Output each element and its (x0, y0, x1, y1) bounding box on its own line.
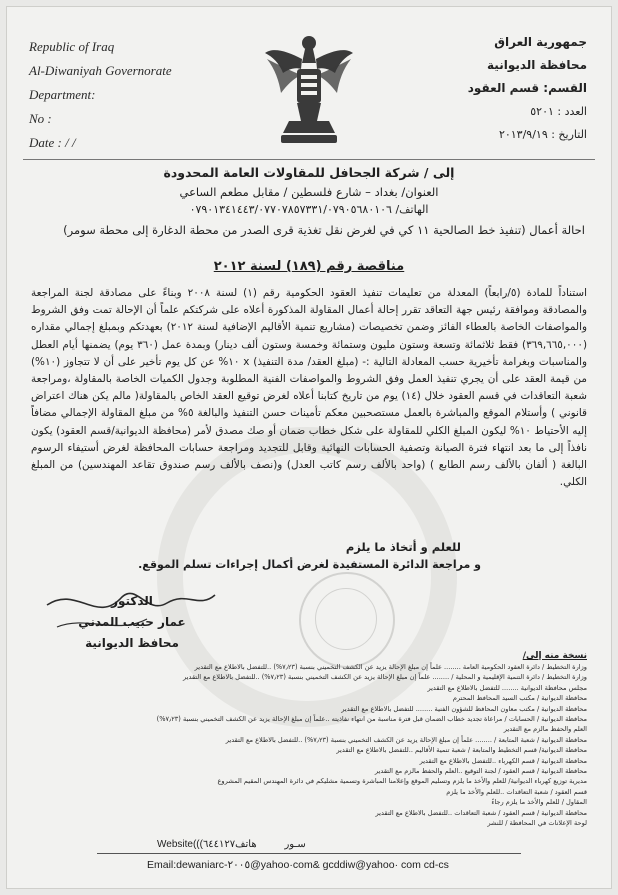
closing-line-2: و مراجعة الدائرة المستفيدة لغرض أكمال إجراءات تسلم الموقع. (138, 558, 481, 571)
copy-item: محافظة الديوانية/ قسم التخطيط والمتابعة / شعبة تنمية الأقاليم ..للتفضل بالاطلاع مع التقدير (336, 746, 587, 755)
no-label: No : (29, 111, 52, 126)
signer-title: الدكتور (111, 594, 153, 608)
letter-body: استناداً للمادة (٥/رابعاً) المعدلة من تعليمات تنفيذ العقود الحكومية رقم (١) لسنة ٢٠٠٨ وبناءً على مصادقة لجنة المراجعة والمصادقة وموافقة رئيس جهة التعاقد تقرر إحالة أعمال المقاولة المذكورة أعلاه على شركتكم علماً أن الإحالة تمت وفق الشروط والمواصفات الخاصة بالعطاء الفائز وضمن تخصيصات (مشاريع تنمية الأقاليم الإضافية لسنة ٢٠١٢) بعهدتكم وبمبلغ إجمالي مقداره (٣٦٩,٦٦٥,٠٠٠) فقط ثلاثمائة وتسعة وستون مليون وستمائة وخمسة وستون ألف دينار) وبمدة عمل (٣٦٠ يوم) يضمنها أيام العطل والمناسبات وبغرامة تأخيرية حسب المعادلة التالية :- (مبلغ العقد/ مدة التنفيذ) x ١٠% عن كل يوم تأخير على أن لا تتجاوز (١٠%) من قيمة العقد على أن يجري تنفيذ العمل وفق الشروط والمواصفات الفنية المطلوبة وجدول الكميات الخاصة بالمقاولة ،ومراجعة شعبة التعاقدات في قسم العقود خلال (١٤) يوم من تاريخ كتابنا أعلاه لغرض توقيع العقد الخاص بالمقاولة( مالم يكن هناك اعتراض قانوني ) وأستلام الموقع والمباشرة بالعمل مستصحبين معكم تأمينات حسن التنفيذ والبالغة ٥% من مبلغ المقاولة الإجمالي مضافاً إليه الأحتياط ١٠% ليكون المبلغ الكلي للمقاولة على شكل خطاب ضمان أو صك مصدق لأمر (محافظة الديوانية/قسم العقود) يكون نافذاً إلى ما بعد انتهاء فترة الصيانة وتصفية الحسابات النهائية وقابل للتجديد ومراجعة حسابات المحافظة لغرض أستيفاء الرسوم البالغة ( ألفان بالألف رسم الطابع ) (واحد بالألف رسم كاتب العدل) و(نصف بالألف رسم صندوق تقاعد المهندسين) من المبلغ الكلي. (31, 287, 588, 489)
department-ar: القسم: قسم العقود (467, 81, 587, 95)
signer-block (47, 591, 217, 654)
footer-phone: هاتف٦٤٤١٢٧ (202, 839, 257, 850)
recipient-phone: الهاتف/ ٠٧٩٠١٣٤١٤٤٣/٠٧٧٠٧٨٥٧٣٣١/٠٧٩٠٥٦٨٠١٠٦ (189, 203, 429, 216)
date-label: Date : / / (29, 135, 76, 150)
closing-line-1: للعلم و أتخاذ ما يلزم (345, 540, 461, 554)
document-page (6, 6, 612, 889)
website-label: Website(((سـور (157, 839, 306, 850)
copy-item: محافظة الديوانية / الحسابات / مراعاة تجديد خطاب الضمان قبل فترة مناسبة من انتهاء نفاذيته ..علماً إن مبلغ الإحالة يزيد عن الكشف التخميني بنسبة (٧٫٢٣%) (156, 715, 587, 724)
department-label: Department: (29, 87, 96, 102)
english-letterhead (29, 35, 172, 155)
country-ar: جمهورية العراق (494, 35, 587, 49)
recipient-address: العنوان/ بغداد – شارع فلسطين / مقابل مطعم الساعي (179, 185, 439, 199)
footer-email: Email:dewaniarc-٢٠٠٥@yahoo·com& gcddiw@yahoo· com cd-cs (147, 859, 449, 871)
copy-item: المقاول / للعلم والأخذ ما يلزم رجاءً (491, 798, 587, 807)
copy-item: مديرية توزيع كهرباء الديوانية/ للعلم والأخذ ما يلزم وتسليم الموقع وإعلامنا المباشرة وتسمية مشليكم في دائرة المهندس المقيم المشروع (217, 777, 587, 786)
governorate-en: Al-Diwaniyah Governorate (29, 63, 172, 78)
footer-divider (97, 853, 521, 854)
iraq-eagle-emblem (261, 29, 357, 147)
governorate-ar: محافظة الديوانية (487, 58, 587, 72)
copy-item: محافظة الديوانية / مكتب السيد المحافظ المحترم (452, 694, 587, 703)
copies-list (47, 662, 587, 829)
tender-number: مناقصة رقم (١٨٩) لسنة ٢٠١٢ (213, 259, 405, 274)
signer-position: محافظ الديوانية (85, 636, 179, 650)
copies-title: نسخة منه إلى/ (522, 651, 587, 661)
copy-item: وزارة التخطيط / دائرة التنمية الإقليمية و المحلية / ........ علماً إن مبلغ الإحالة يزيد عن الكشف التخميني بنسبة (٧٫٢٣%) ..للتفضل بالاطلاع مع التقدير (183, 673, 587, 682)
signer-name: عمار حبيب المدني (78, 615, 186, 629)
copy-item: محافظة الديوانية / قسم الكهرباء ..للتفضل بالاطلاع مع التقدير (419, 756, 587, 765)
copy-item: محافظة الديوانية / شعبة المتابعة / ........ علماً إن مبلغ الإحالة يزيد عن الكشف التخميني بنسبة (٧٫٢٣%) ..للتفضل بالاطلاع مع التقدير (225, 735, 587, 744)
copy-item: وزارة التخطيط / دائرة العقود الحكومية العامة ........ علماً إن مبلغ الإحالة يزيد عن الكشف التخميني بنسبة (٧٫٢٣%) ..للتفضل بالاطلاع مع التقدير (194, 663, 587, 671)
footer-website (157, 839, 306, 850)
date-ar: التاريخ : ٢٠١٣/٩/١٩ (498, 128, 587, 141)
arabic-letterhead (427, 31, 587, 146)
copy-item: مجلس محافظة الديوانية ........ للتفضل بالاطلاع مع التقدير (427, 683, 587, 692)
recipient-name: إلى / شركة الجحافل للمقاولات العامة المحدودة (163, 165, 455, 180)
country-en: Republic of Iraq (29, 39, 115, 54)
copy-item: قسم العقود / شعبة التعاقدات ..للعلم والأخذ ما يلزم (446, 787, 587, 796)
number-ar: العدد : ٥٢٠١ (530, 105, 587, 118)
official-stamp (299, 572, 395, 668)
copy-item: العلم والحفظ مالزم مع التقدير (503, 725, 587, 734)
copy-item: محافظة الديوانية / مكتب معاون المحافظ للشؤون الفنية ........ للتفضل بالاطلاع مع التقدير (341, 704, 587, 713)
copy-item: محافظة الديوانية / قسم العقود / شعبة التعاقدات ..للتفضل بالاطلاع مع التقدير (375, 808, 587, 817)
header-divider (23, 159, 595, 160)
copy-item: محافظة الديوانية / قسم العقود / لجنة التوقيع ..العلم والحفظ مالزم مع التقدير (374, 767, 587, 776)
copy-item: لوحة الإعلانات في المحافظة / للنشر (487, 819, 587, 828)
letter-subject: احالة أعمال (تنفيذ خط الصالحية ١١ كي في لغرض نقل تغذية قرى الصدر من محطة الدغارة إلى محطة سومر) (63, 223, 585, 237)
